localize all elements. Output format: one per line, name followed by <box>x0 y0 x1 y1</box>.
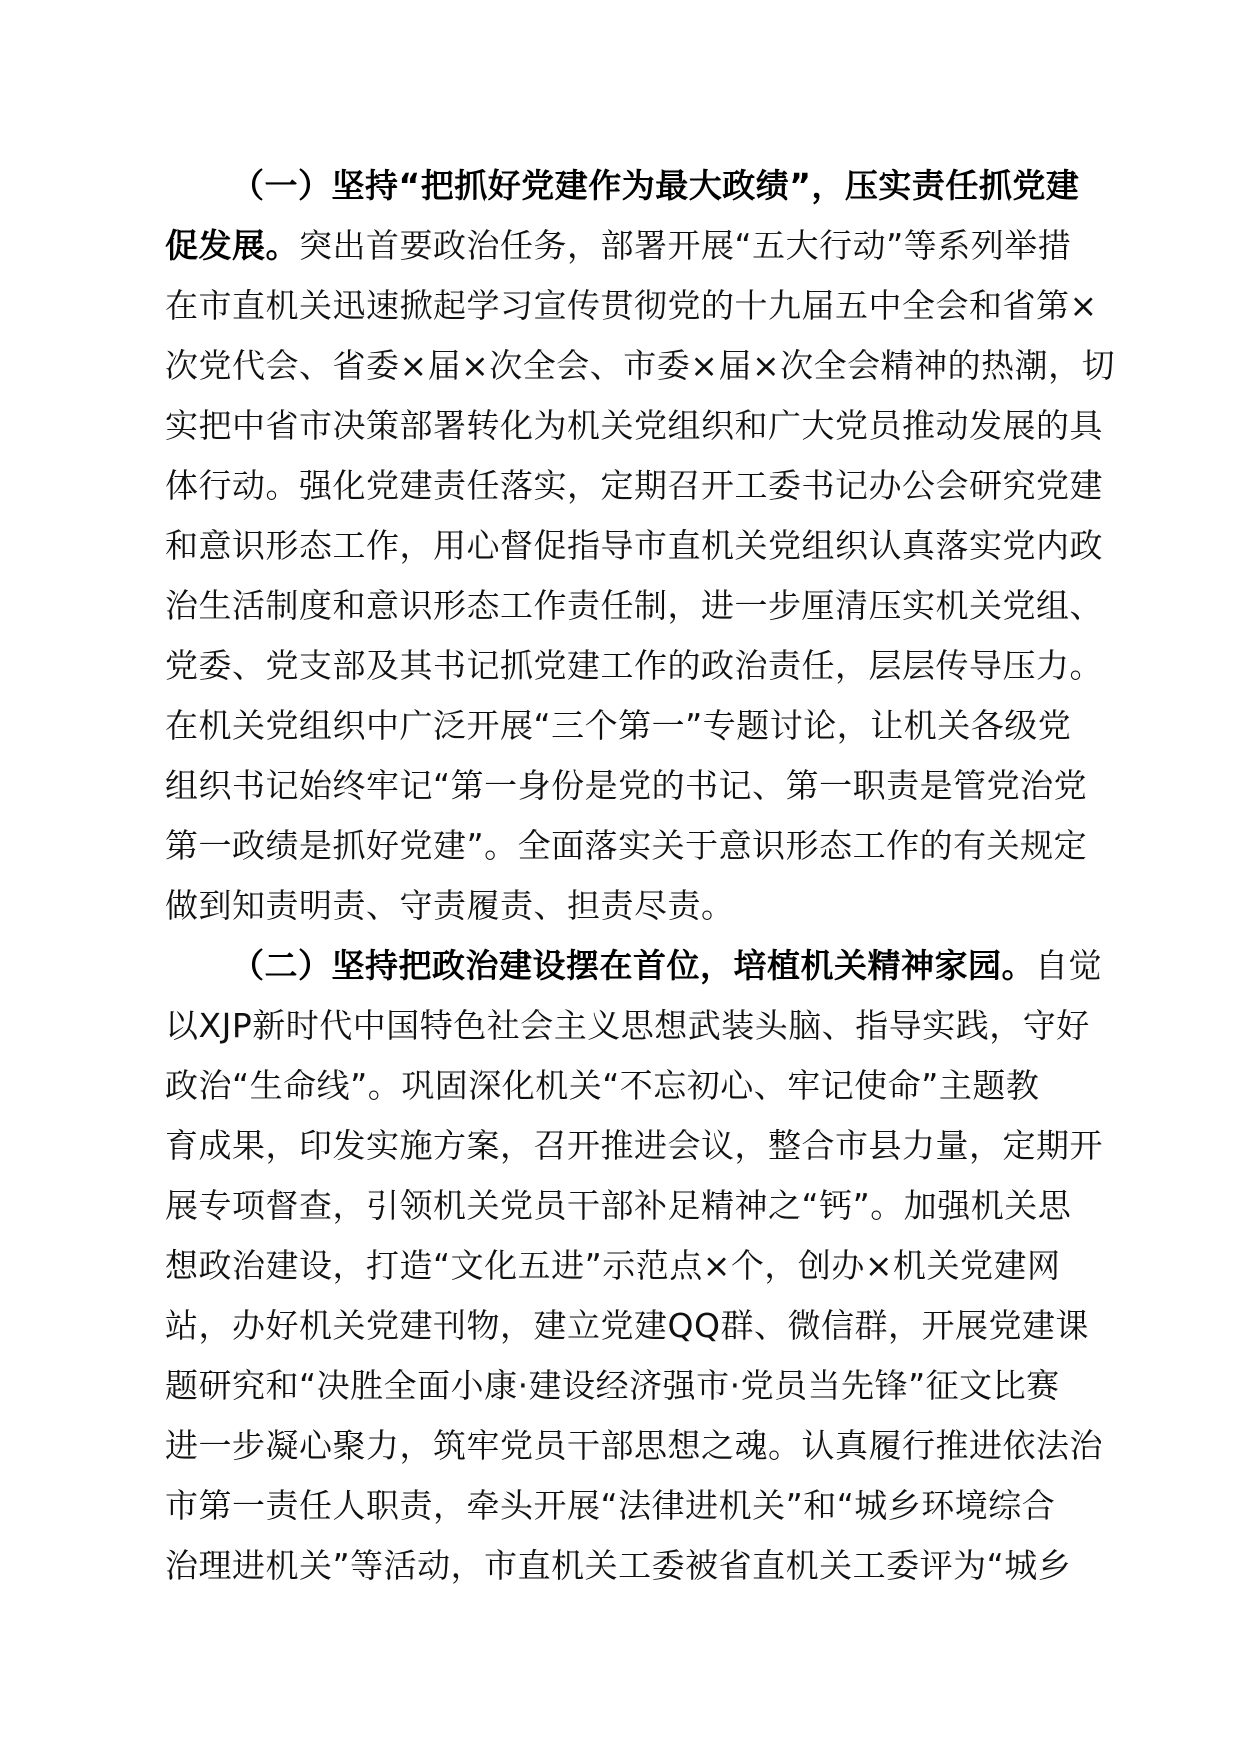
section-2-line-7: 题研究和“决胜全面小康·建设经济强市·党员当先锋”征文比赛 <box>165 1366 1060 1405</box>
section-1-heading-end: 促发展。 <box>165 226 299 265</box>
section-1-line-11: 第一政绩是抓好党建”。全面落实关于意识形态工作的有关规定 <box>165 826 1088 865</box>
section-2-line-6: 站，办好机关党建刊物，建立党建QQ群、微信群，开展党建课 <box>165 1306 1089 1345</box>
section-2-heading-line <box>165 936 1115 996</box>
section-2-heading-rest: 自觉 <box>1035 946 1102 985</box>
section-2-line-5: 想政治建设，打造“文化五进”示范点×个，创办×机关党建网 <box>165 1246 1061 1285</box>
document-body <box>165 156 1115 1596</box>
section-1-text: 突出首要政治任务，部署开展“五大行动”等系列举措 <box>299 226 1072 265</box>
section-1-line-2: 在市直机关迅速掀起学习宣传贯彻党的十九届五中全会和省第× <box>165 286 1098 325</box>
section-1-line-9: 在机关党组织中广泛开展“三个第一”专题讨论，让机关各级党 <box>165 706 1072 745</box>
section-2-line-1: 以XJP新时代中国特色社会主义思想武装头脑、指导实践，守好 <box>165 1006 1090 1045</box>
section-2-line-2: 政治“生命线”。巩固深化机关“不忘初心、牢记使命”主题教 <box>165 1066 1040 1105</box>
section-1-line-1 <box>165 216 1115 276</box>
section-2-line-9: 市第一责任人职责，牵头开展“法律进机关”和“城乡环境综合 <box>165 1486 1056 1525</box>
section-1-line-6: 和意识形态工作，用心督促指导市直机关党组织认真落实党内政 <box>165 526 1103 565</box>
section-2-line-3: 育成果，印发实施方案，召开推进会议，整合市县力量，定期开 <box>165 1126 1103 1165</box>
section-2-heading: （二）坚持把政治建设摆在首位，培植机关精神家园。 <box>231 946 1035 985</box>
section-1-line-12: 做到知责明责、守责履责、担责尽责。 <box>165 886 735 925</box>
section-1-line-3: 次党代会、省委×届×次全会、市委×届×次全会精神的热潮，切 <box>165 346 1115 385</box>
section-2-line-8: 进一步凝心聚力，筑牢党员干部思想之魂。认真履行推进依法治 <box>165 1426 1103 1465</box>
section-1-line-8: 党委、党支部及其书记抓党建工作的政治责任，层层传导压力。 <box>165 646 1103 685</box>
section-1-line-4: 实把中省市决策部署转化为机关党组织和广大党员推动发展的具 <box>165 406 1103 445</box>
section-1-line-5: 体行动。强化党建责任落实，定期召开工委书记办公会研究党建 <box>165 466 1103 505</box>
section-2-line-4: 展专项督查，引领机关党员干部补足精神之“钙”。加强机关思 <box>165 1186 1072 1225</box>
section-1-heading: （一）坚持“把抓好党建作为最大政绩”，压实责任抓党建 <box>231 166 1080 205</box>
section-2-line-10: 治理进机关”等活动，市直机关工委被省直机关工委评为“城乡 <box>165 1546 1072 1585</box>
section-1-line-7: 治生活制度和意识形态工作责任制，进一步厘清压实机关党组、 <box>165 586 1103 625</box>
section-1-line-10: 组织书记始终牢记“第一身份是党的书记、第一职责是管党治党 <box>165 766 1088 805</box>
